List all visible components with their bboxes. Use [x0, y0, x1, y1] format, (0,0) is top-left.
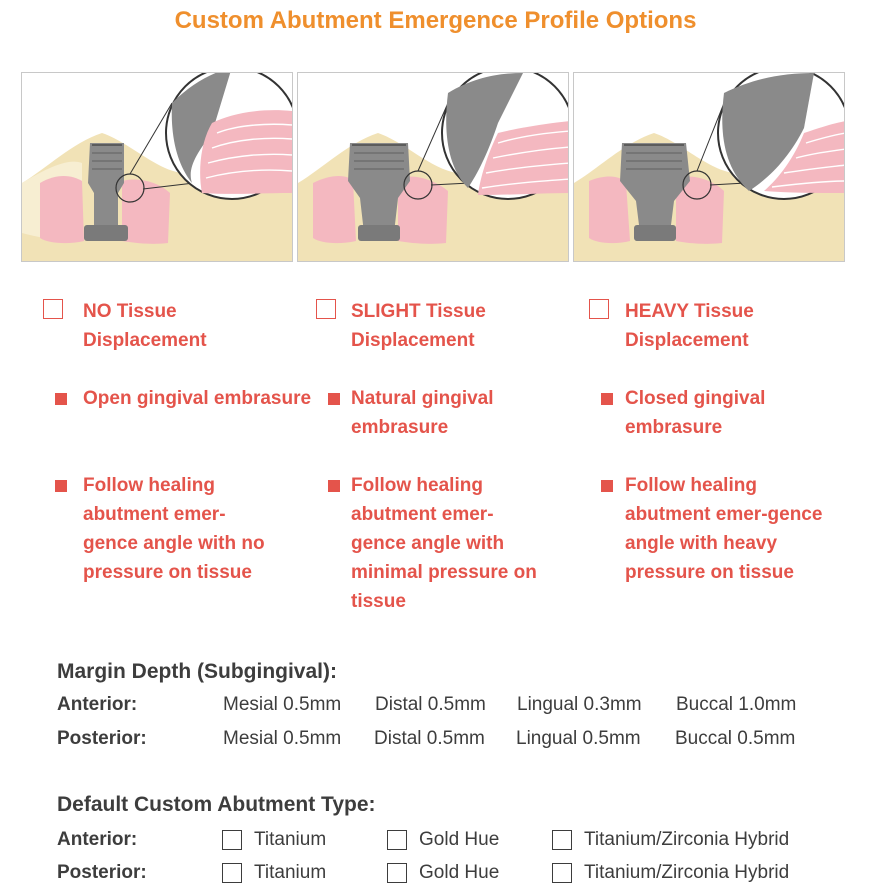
posterior-gold-hue-checkbox[interactable]: [387, 863, 407, 883]
no-displacement-checkbox[interactable]: [43, 299, 63, 319]
illustration-heavy-displacement: [573, 72, 845, 262]
bullet-text: Follow healing abutment emer-gence angle with heavy pressure on tissue: [625, 475, 823, 583]
anterior-gold-hue-checkbox[interactable]: [387, 830, 407, 850]
illustration-slight-displacement: [297, 72, 569, 262]
bullet-text: Follow healing abutment emer-gence angle with no pressure on tissue: [83, 475, 265, 583]
bullet-text: Open gingival embrasure: [83, 388, 312, 409]
bullet-text: Follow healing abutment emer-gence angle with minimal pressure on tissue: [351, 475, 537, 612]
choice-label: Titanium/Zirconia Hybrid: [584, 862, 790, 883]
anterior-titanium-checkbox[interactable]: [222, 830, 242, 850]
margin-depth-heading: Margin Depth (Subgingival):: [57, 660, 337, 683]
bullet-text: Closed gingival embrasure: [625, 388, 766, 438]
choice-label: Titanium/Zirconia Hybrid: [584, 829, 790, 850]
margin-value: Buccal 0.5mm: [675, 728, 796, 749]
abutment-row-label: Anterior:: [57, 829, 138, 850]
bullet-square-icon: [328, 480, 340, 492]
choice-label: Gold Hue: [419, 862, 500, 883]
margin-value: Lingual 0.3mm: [517, 694, 642, 715]
heavy-displacement-checkbox[interactable]: [589, 299, 609, 319]
choice-label: Gold Hue: [419, 829, 500, 850]
choice-label: Titanium: [254, 829, 327, 850]
posterior-hybrid-checkbox[interactable]: [552, 863, 572, 883]
illustration-no-displacement: [21, 72, 293, 262]
bullet-square-icon: [601, 393, 613, 405]
slight-displacement-checkbox[interactable]: [316, 299, 336, 319]
margin-value: Mesial 0.5mm: [223, 694, 342, 715]
margin-value: Lingual 0.5mm: [516, 728, 641, 749]
margin-row-label: Posterior:: [57, 728, 147, 749]
margin-value: Distal 0.5mm: [375, 694, 486, 715]
bullet-square-icon: [55, 393, 67, 405]
choice-label: Titanium: [254, 862, 327, 883]
bullet-text: Natural gingival embrasure: [351, 388, 494, 438]
option-label: HEAVY Tissue Displacement: [625, 301, 754, 351]
margin-row-label: Anterior:: [57, 694, 138, 715]
option-label: NO Tissue Displacement: [83, 301, 207, 351]
abutment-type-heading: Default Custom Abutment Type:: [57, 793, 376, 816]
bullet-square-icon: [601, 480, 613, 492]
margin-value: Buccal 1.0mm: [676, 694, 797, 715]
margin-value: Distal 0.5mm: [374, 728, 485, 749]
option-label: SLIGHT Tissue Displacement: [351, 301, 486, 351]
page-title: Custom Abutment Emergence Profile Options: [174, 7, 697, 34]
bullet-square-icon: [55, 480, 67, 492]
bullet-square-icon: [328, 393, 340, 405]
anterior-hybrid-checkbox[interactable]: [552, 830, 572, 850]
margin-value: Mesial 0.5mm: [223, 728, 342, 749]
abutment-row-label: Posterior:: [57, 862, 147, 883]
posterior-titanium-checkbox[interactable]: [222, 863, 242, 883]
